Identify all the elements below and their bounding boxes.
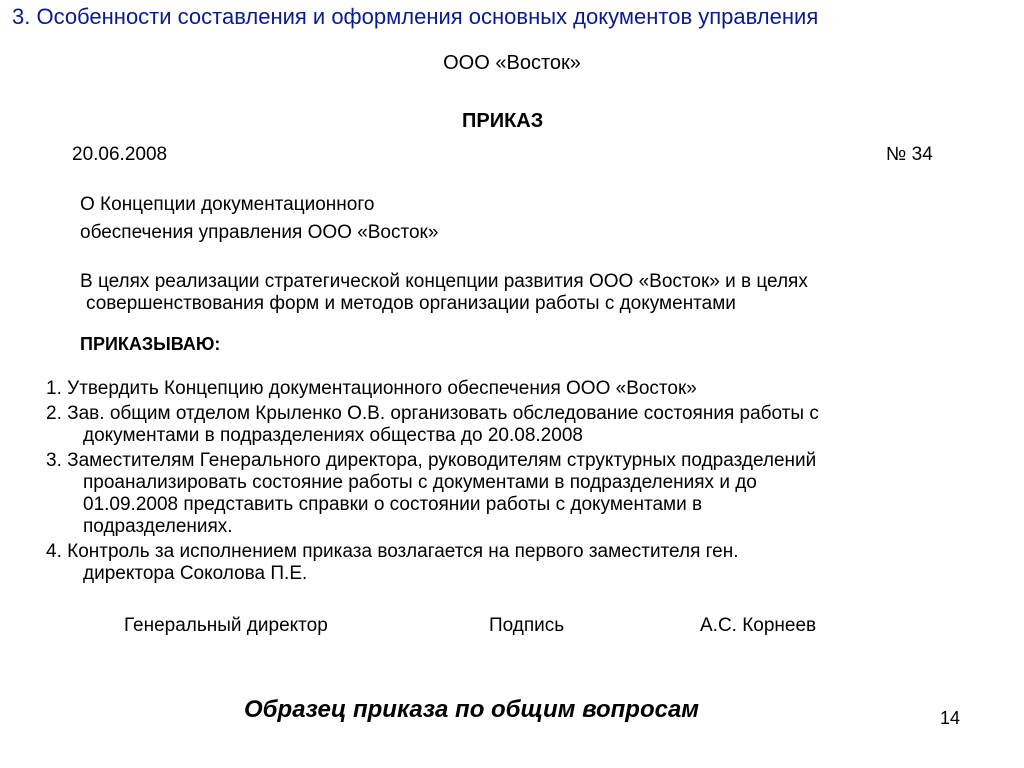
- signature-name: А.С. Корнеев: [700, 615, 817, 636]
- document-heading-line-1: О Концепции документационного: [80, 194, 375, 215]
- organization-name: ООО «Восток»: [443, 52, 581, 74]
- preamble: [80, 271, 808, 315]
- order-item-continuation: 01.09.2008 представить справки о состоянии работы с документами в: [83, 494, 703, 515]
- order-item-continuation: документами в подразделениях общества до 20.08.2008: [83, 425, 583, 446]
- order-item-4: [46, 541, 1006, 585]
- page-number: 14: [940, 708, 961, 728]
- order-word: ПРИКАЗЫВАЮ:: [80, 334, 221, 354]
- slide-caption: Образец приказа по общим вопросам: [244, 696, 700, 723]
- order-item-text: 2. Зав. общим отделом Крыленко О.В. организовать обследование состояния работы с: [46, 403, 819, 424]
- document-heading-line-2: обеспечения управления ООО «Восток»: [80, 222, 439, 243]
- preamble-line-1: В целях реализации стратегической концепции развития ООО «Восток» и в целях: [80, 271, 808, 292]
- order-item-1: [46, 378, 1006, 400]
- order-item-2: [46, 403, 1006, 447]
- order-item-continuation: проанализировать состояние работы с документами в подразделениях и до: [83, 472, 757, 493]
- order-item-text: 1. Утвердить Концепцию документационного обеспечения ООО «Восток»: [46, 378, 697, 399]
- order-item-text: 4. Контроль за исполнением приказа возлагается на первого заместителя ген.: [46, 541, 739, 562]
- order-item-continuation: подразделениях.: [83, 516, 233, 537]
- slide-title: 3. Особенности составления и оформления основных документов управления: [12, 4, 819, 29]
- document-date: 20.06.2008: [72, 144, 168, 165]
- document-type: ПРИКАЗ: [462, 110, 544, 132]
- order-item-3: [46, 450, 1006, 538]
- signature-label: Подпись: [489, 615, 565, 636]
- order-items-list: [46, 378, 1006, 588]
- order-item-text: 3. Заместителям Генерального директора, руководителям структурных подразделений: [46, 450, 817, 471]
- preamble-line-2: совершенствования форм и методов организации работы с документами: [86, 293, 736, 314]
- document-number: № 34: [886, 144, 933, 165]
- signature-position: Генеральный директор: [124, 615, 328, 636]
- order-item-continuation: директора Соколова П.Е.: [83, 563, 308, 584]
